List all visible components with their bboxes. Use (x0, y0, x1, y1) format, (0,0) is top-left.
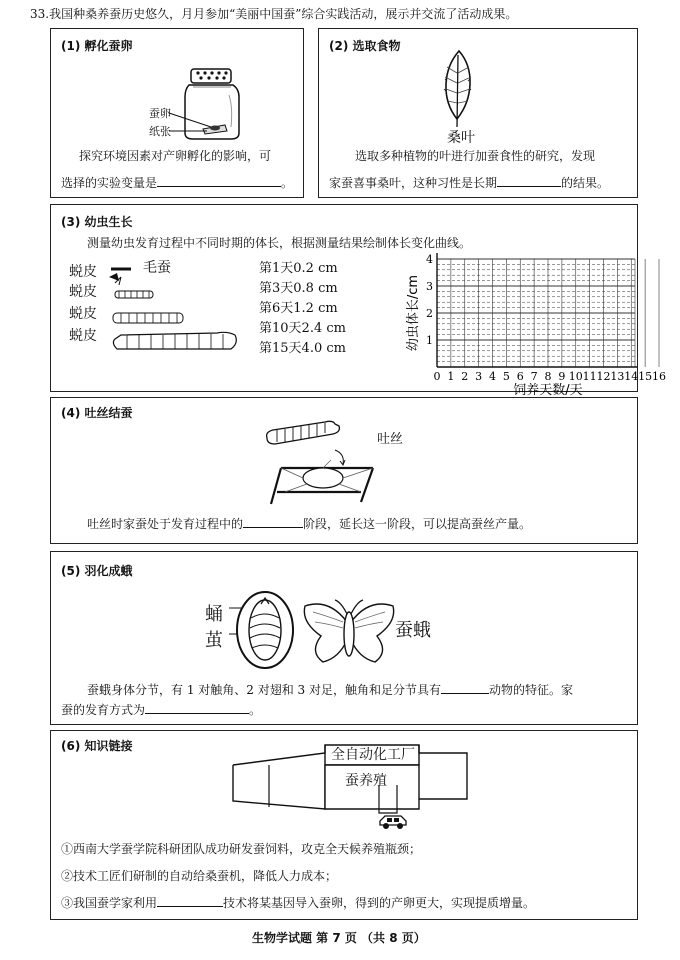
y-tick-label: 4 (426, 253, 433, 266)
text-span: 蚕蛾身体分节，有 1 对触角、2 对翅和 3 对足，触角和足分节具有 (87, 683, 441, 697)
cocoon-illustration (225, 590, 305, 670)
spin-label: 吐丝 (377, 432, 404, 447)
leaf-label: 桑叶 (447, 130, 475, 146)
text-span: 阶段，延长这一阶段，可以提高蚕丝产量。 (303, 517, 532, 531)
moth-label: 蚕蛾 (395, 620, 431, 641)
x-tick-label: 4 (489, 370, 496, 383)
knowledge-item (61, 895, 535, 911)
molt-label: 蜕皮 (69, 284, 97, 300)
x-tick-label: 1 (447, 370, 455, 383)
answer-blank[interactable] (497, 175, 561, 187)
x-tick-label: 3 (475, 370, 483, 383)
measurement: 第15天4.0 cm (259, 341, 346, 356)
measurement: 第6天1.2 cm (259, 301, 338, 316)
text-span: 。 (249, 703, 262, 717)
section-title: (2) 选取食物 (329, 39, 401, 53)
measurement: 第10天2.4 cm (259, 321, 346, 336)
x-tick-label: 8 (544, 370, 552, 383)
answer-blank[interactable] (145, 702, 249, 714)
y-tick-label: 3 (426, 280, 433, 293)
x-tick-label: 6 (516, 370, 524, 383)
section-title: (3) 幼虫生长 (61, 215, 133, 229)
x-tick-label: 10 (568, 370, 583, 383)
y-tick-label: 1 (426, 334, 433, 347)
text-span: 家蚕喜事桑叶，这种习性是长期 (329, 176, 498, 190)
growth-chart (347, 251, 666, 398)
section-larva-growth (50, 204, 666, 398)
x-tick-label: 11 (582, 370, 597, 383)
section-knowledge-link (50, 730, 638, 920)
y-axis-label: 幼虫体长/cm (406, 274, 421, 352)
x-tick-label: 9 (558, 370, 566, 383)
body-line: 探究环境因素对产卵孵化的影响，可 (79, 149, 272, 163)
x-tick-label: 2 (461, 370, 469, 383)
body-line (87, 682, 573, 698)
text-span: 技术将某基因导入蚕卵，得到的产卵更大，实现提质增量。 (223, 896, 536, 910)
x-tick-label: 12 (596, 370, 611, 383)
egg-label: 蚕卵 (149, 107, 171, 120)
body-line (87, 516, 531, 532)
section-title: (1) 孵化蚕卵 (61, 39, 133, 53)
text-span: 。 (281, 176, 294, 190)
pupa-label: 蛹 (205, 604, 223, 625)
section-title: (5) 羽化成蛾 (61, 564, 133, 578)
section-spinning (50, 397, 638, 544)
x-tick-label: 7 (530, 370, 538, 383)
cocoon-label: 茧 (205, 630, 223, 651)
pointer-lines (169, 109, 229, 139)
x-tick-label: 15 (638, 370, 653, 383)
measurement: 第1天0.2 cm (259, 261, 338, 276)
spinning-silkworm-illustration (261, 414, 391, 504)
page-footer: 生物学试题 第 7 页 （共 8 页） (252, 931, 426, 945)
x-axis-label: 饲养天数/天 (513, 383, 583, 398)
answer-blank[interactable] (157, 895, 223, 907)
x-tick-label: 5 (502, 370, 510, 383)
text-span: ③我国蚕学家利用 (61, 896, 158, 910)
section-hatching (50, 28, 304, 198)
section-emergence (50, 551, 638, 725)
answer-blank[interactable] (243, 516, 303, 528)
intro-text: 测量幼虫发育过程中不同时期的体长，根据测量结果绘制体长变化曲线。 (87, 236, 472, 250)
x-tick-label: 13 (610, 370, 625, 383)
molt-label: 蜕皮 (69, 264, 97, 280)
body-line (61, 175, 293, 191)
knowledge-item: ①西南大学蚕学院科研团队成功研发蚕饲料，攻克全天候养殖瓶颈； (61, 842, 422, 856)
molt-label: 蜕皮 (69, 328, 97, 344)
question-text: 33.我国种桑养蚕历史悠久，月月参加“美丽中国蚕”综合实践活动，展示并交流了活动成果。 (30, 7, 518, 21)
body-line (329, 175, 609, 191)
measurement: 第3天0.8 cm (259, 281, 338, 296)
x-tick-label: 14 (624, 370, 639, 383)
text-span: 选择的实验变量是 (61, 176, 158, 190)
car-icon (377, 813, 409, 831)
larva-stages-illustration (107, 259, 257, 359)
farm-label: 蚕养殖 (345, 773, 387, 789)
paper-label: 纸张 (149, 125, 171, 138)
body-line (61, 702, 261, 718)
body-line: 选取多种植物的叶进行加蚕食性的研究，发现 (355, 149, 596, 163)
moth-illustration (299, 592, 399, 672)
text-span: 的结果。 (561, 176, 610, 190)
x-tick-label: 0 (433, 370, 441, 383)
text-span: 动物的特征。家 (488, 683, 573, 697)
molt-label: 蜕皮 (69, 306, 97, 322)
worm-label: 毛蚕 (143, 260, 171, 276)
section-title: (6) 知识链接 (61, 739, 133, 753)
text-span: 蚕的发育方式为 (61, 703, 146, 717)
section-title: (4) 吐丝结蚕 (61, 406, 133, 420)
section-food (318, 28, 638, 198)
x-tick-label: 16 (652, 370, 666, 383)
text-span: 吐丝时家蚕处于发育过程中的 (87, 517, 244, 531)
answer-blank[interactable] (157, 175, 281, 187)
factory-label: 全自动化工厂 (331, 747, 415, 763)
y-tick-label: 2 (426, 307, 433, 320)
knowledge-item: ②技术工匠们研制的自动给桑蚕机，降低人力成本； (61, 869, 338, 883)
mulberry-leaf-icon (439, 49, 479, 129)
answer-blank[interactable] (441, 682, 489, 694)
